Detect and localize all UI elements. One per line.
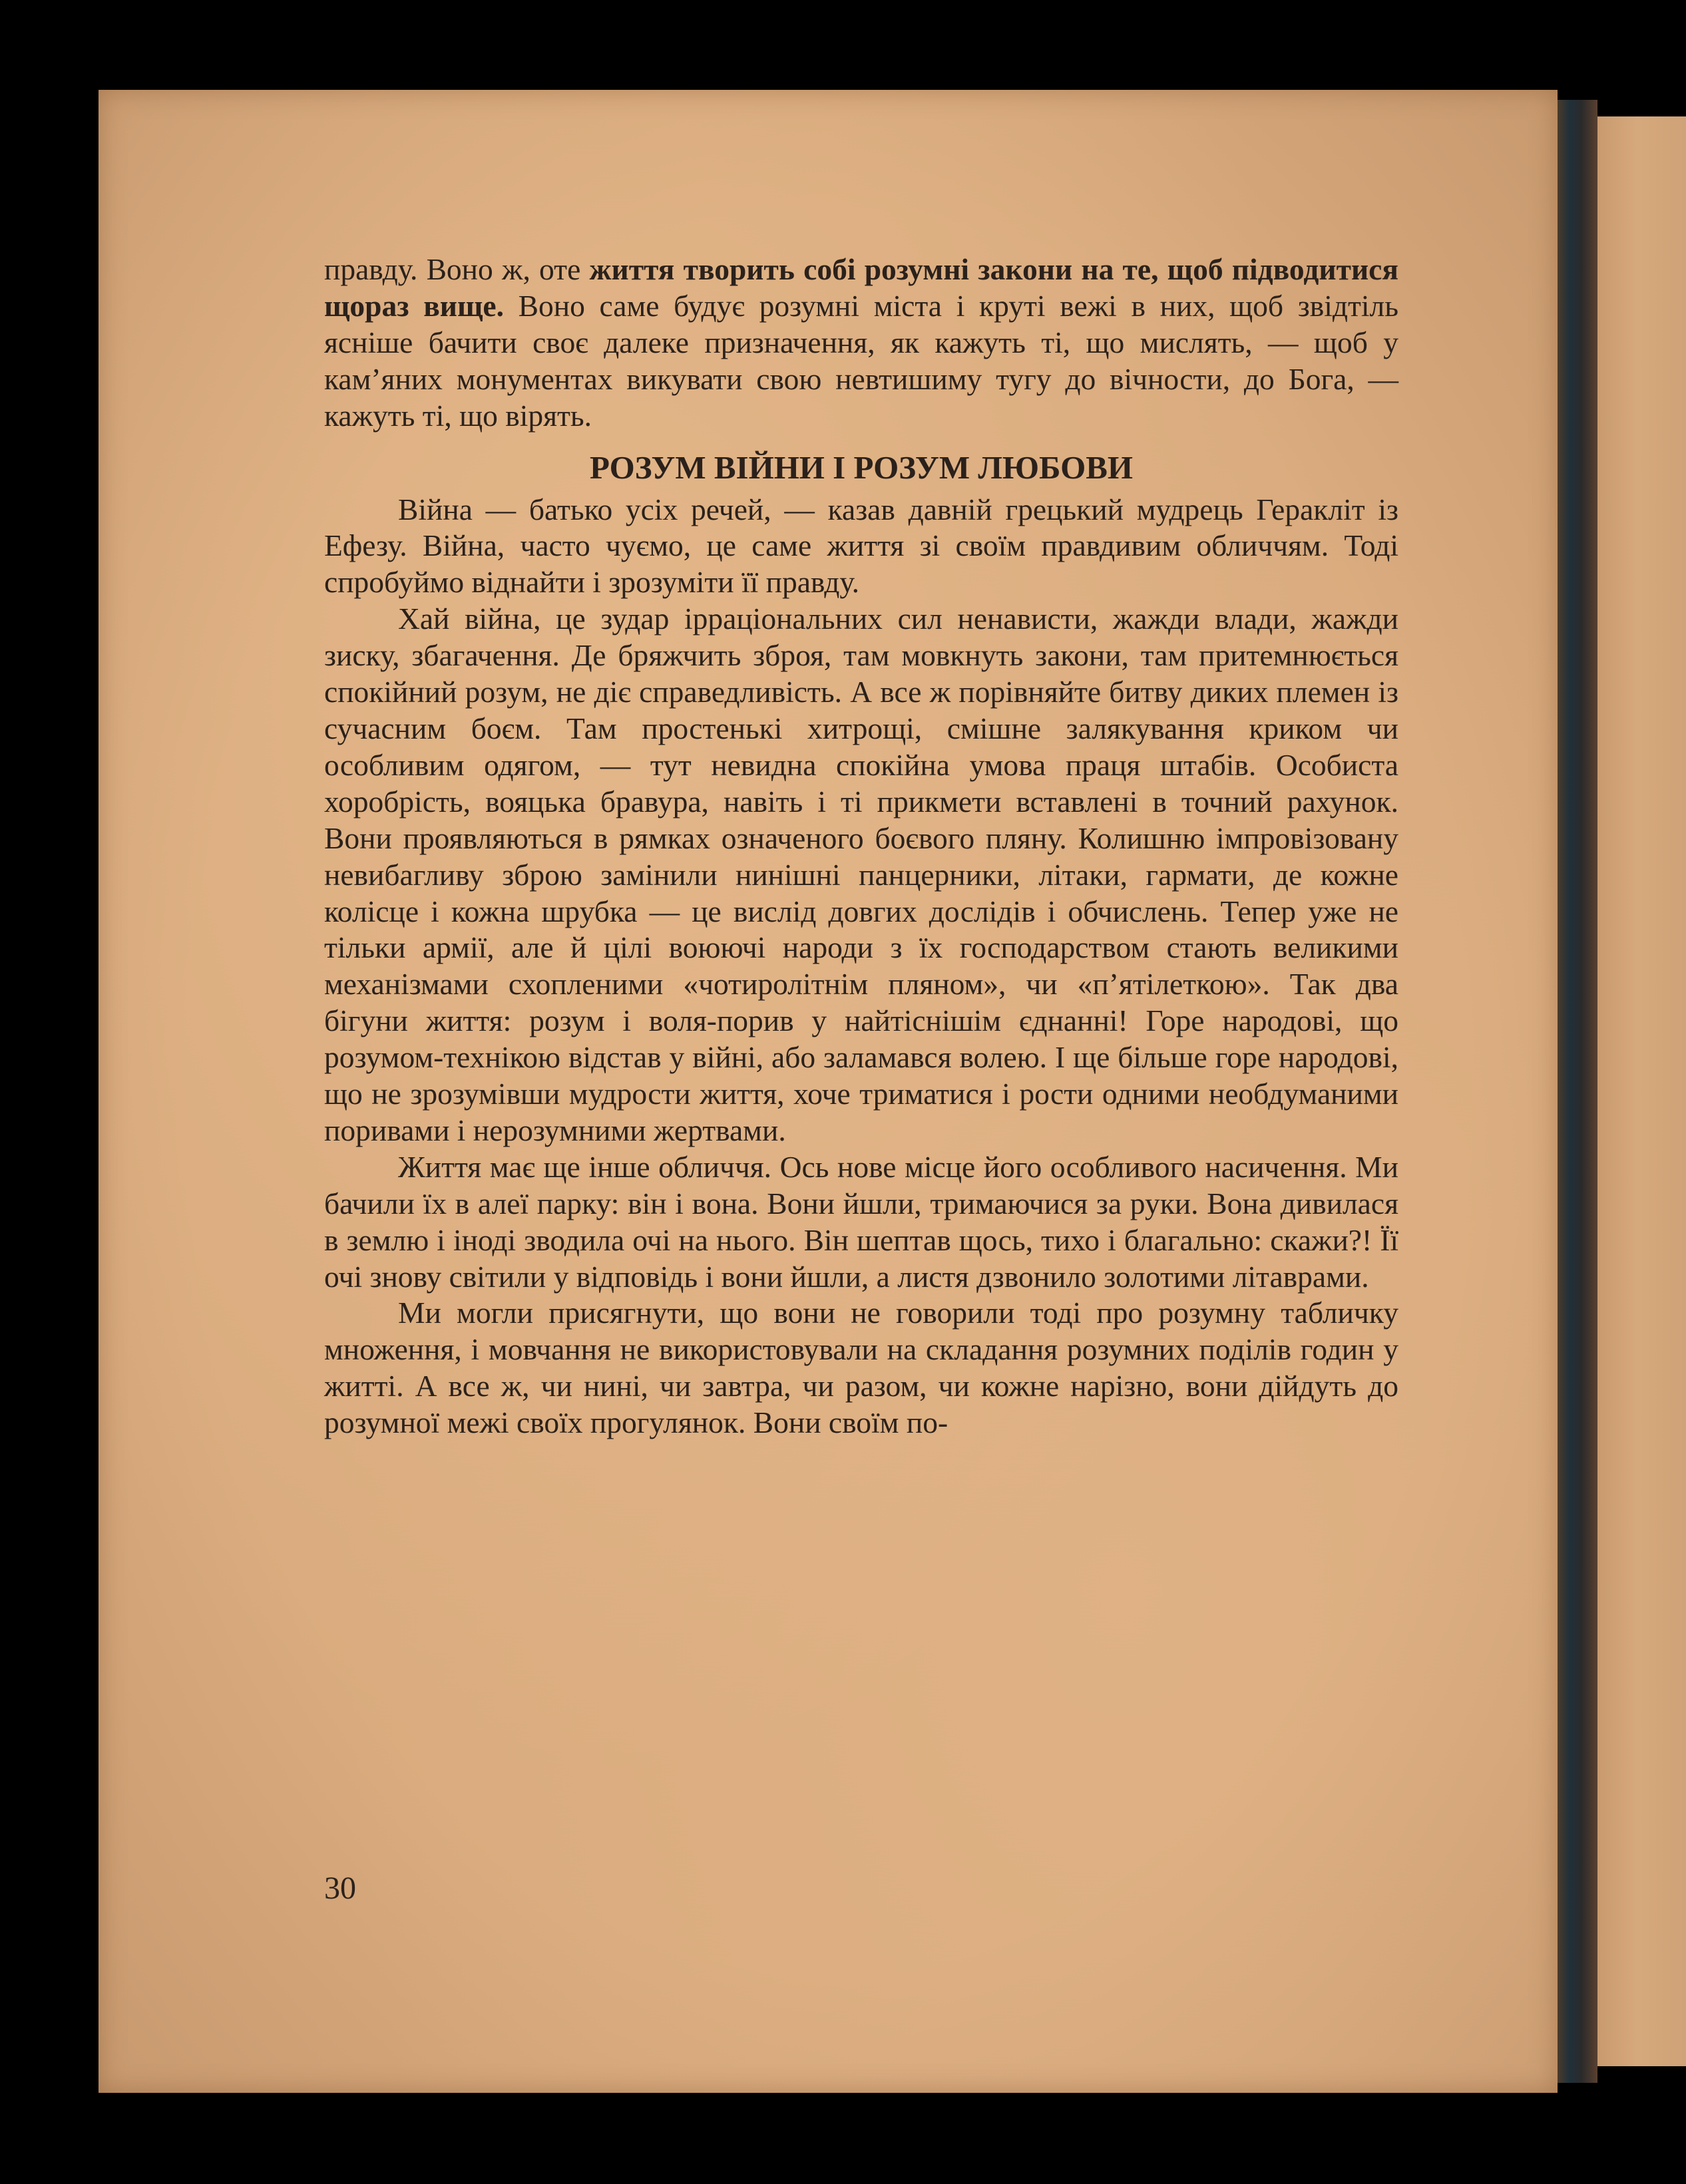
book-spine [1558,100,1597,2083]
paragraph-3: Життя має ще інше обличчя. Ось нове місце його особливого насичення. Ми бачили їх в алеї парку: він і вона. Вони йшли, тримаючися за руки. Вона дивилася в землю і іноді зводила очі на нього. Він шептав щось, тихо і благально: скажи?! Її очі знову світили у відповідь і вони йшли, а листя дзвонило золотими літаврами. [324,1149,1398,1294]
opening-paragraph-end: Воно саме будує розумні міста і круті вежі в них, щоб звідтіль ясніше бачити своє далеке призначення, як кажуть ті, що мислять, — щоб у кам’яних монументах викувати свою невтишиму тугу до вічности, до Бога, — кажуть ті, що вірять. [324,288,1398,433]
adjacent-page-edge [1597,116,1686,2066]
section-heading: РОЗУМ ВІЙНИ І РОЗУМ ЛЮБОВИ [589,449,1134,486]
opening-paragraph [324,252,1398,435]
page-text-block [324,252,1398,1441]
paragraph-4: Ми могли присягнути, що вони не говорили тоді про розумну табличку множення, і мовчання не використовували на складання розумних поділів годин у житті. А все ж, чи нині, чи завтра, чи разом, чи кожне нарізно, вони дійдуть до розумної межі своїх прогулянок. Вони своїм по- [324,1296,1398,1440]
opening-paragraph-start: правду. Воно ж, оте [324,252,590,286]
page-number: 30 [324,1871,356,1906]
paragraph-1: Війна — батько усіх речей, — казав давній грецький мудрець Геракліт із Ефезу. Війна, часто чуємо, це саме життя зі своїм правдивим обличчям. Тоді спробуймо віднайти і зрозуміти її правду. [324,492,1398,600]
opening-paragraph-bold: життя творить собі розумні закони на те, щоб підводитися щораз вище. [324,252,1398,323]
paragraph-2: Хай війна, це зудар ірраціональних сил ненависти, жажди влади, жажди зиску, збагачення. Де бряжчить зброя, там мовкнуть закони, там притемнюється спокійний розум, не діє справедливість. А все ж порівняйте битву диких племен із сучасним боєм. Там простенькі хитрощі, смішне залякування криком чи особливим одягом, — тут невидна спокійна умова праця штабів. Особиста хоробрість, вояцька бравура, навіть і ті прикмети вставлені в точний рахунок. Вони проявляються в рямках означеного боєвого пляну. Колишню імпровізовану невибагливу зброю замінили нинішні панцерники, літаки, гармати, де кожне колісце і кожна шрубка — це вислід довгих дослідів і обчислень. Тепер уже не тільки армії, але й цілі воюючі народи з їх господарством стають великими механізмами схопленими «чотиролітнім пляном», чи «п’ятілеткою». Так два бігуни життя: розум і воля-порив у найтіснішім єднанні! Горе народові, що розумом-технікою відстав у війні, або заламався волею. І ще більше горе народові, що не зрозумівши мудрости життя, хоче триматися і рости одними необдуманими поривами і нерозумними жертвами. [324,602,1398,1147]
